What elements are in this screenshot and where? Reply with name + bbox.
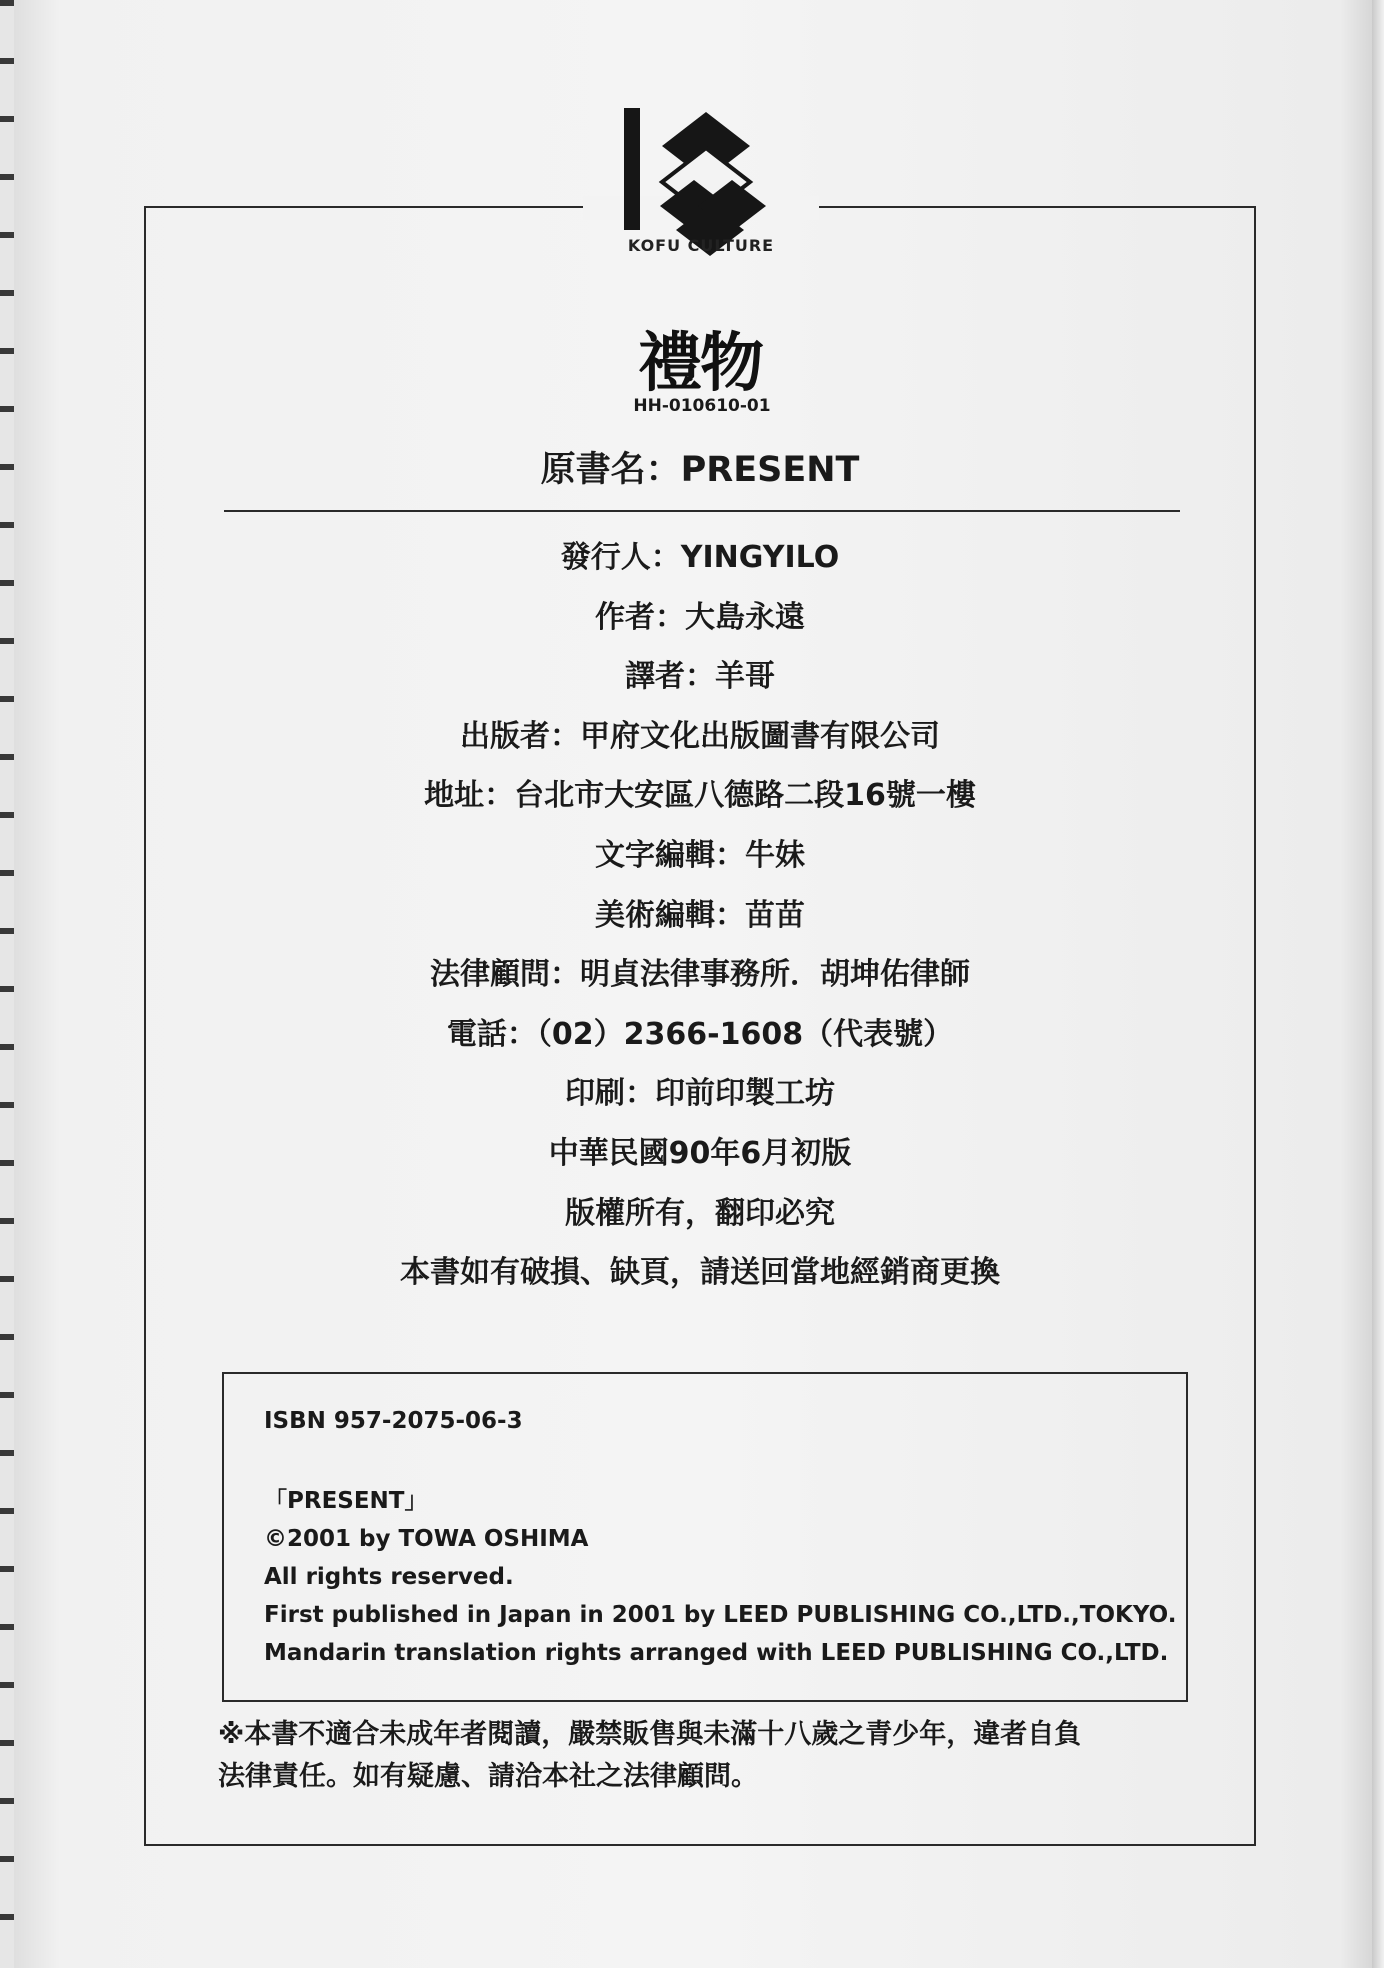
english-copyright	[264, 1482, 1177, 1672]
credit-value: 牛妹	[745, 837, 805, 873]
credit-address	[200, 766, 1200, 826]
page-edge	[1372, 0, 1384, 1968]
credit-label: 法律顧問：	[430, 957, 580, 993]
credit-label: 發行人：	[560, 540, 681, 575]
credit-legal-counsel	[200, 945, 1200, 1005]
credit-copyright	[200, 1184, 1200, 1244]
credit-value: 台北市大安區八德路二段16號一樓	[514, 778, 976, 814]
credit-value: 明貞法律事務所．胡坤佑律師	[580, 957, 970, 993]
credit-value: 本書如有破損、缺頁，請送回當地經銷商更換	[400, 1255, 1000, 1291]
credits-list	[200, 528, 1200, 1303]
binding-edge	[0, 0, 14, 1968]
divider-rule	[224, 510, 1180, 512]
credit-translator	[200, 647, 1200, 707]
credit-art-editor	[200, 886, 1200, 946]
credit-value: 大島永遠	[685, 599, 805, 635]
isbn-number: ISBN 957-2075-06-3	[264, 1408, 523, 1434]
english-line: 「PRESENT」	[264, 1488, 428, 1514]
credit-label: 電話：	[446, 1016, 537, 1052]
credit-label: 作者：	[595, 599, 685, 635]
book-code: HH-010610-01	[633, 396, 771, 416]
credit-publisher	[200, 528, 1200, 588]
credit-value: （02）2366-1608（代表號）	[536, 1016, 954, 1052]
original-title: 原書名：PRESENT	[540, 450, 860, 490]
english-line: First published in Japan in 2001 by LEED PUBLISHING CO.,LTD.,TOKYO.	[264, 1602, 1177, 1628]
english-line: ©2001 by TOWA OSHIMA	[264, 1526, 589, 1552]
credit-value: 版權所有，翻印必究	[565, 1195, 835, 1231]
english-line: All rights reserved.	[264, 1564, 514, 1590]
credit-value: 中華民國90年6月初版	[548, 1135, 852, 1171]
credit-label: 文字編輯：	[595, 837, 745, 873]
credit-publishing-house	[200, 707, 1200, 767]
english-line: Mandarin translation rights arranged with LEED PUBLISHING CO.,LTD.	[264, 1640, 1169, 1666]
credit-value: 羊哥	[715, 659, 775, 695]
credit-value: 甲府文化出版圖書有限公司	[580, 718, 940, 754]
credit-label: 地址：	[424, 778, 515, 814]
credit-value: 印前印製工坊	[655, 1076, 835, 1112]
credit-label: 出版者：	[460, 718, 580, 754]
credit-edition	[200, 1124, 1200, 1184]
notice-line: ※本書不適合未成年者閱讀，嚴禁販售與未滿十八歲之青少年，違者自負	[218, 1719, 1082, 1750]
credit-phone	[200, 1005, 1200, 1065]
credit-printing	[200, 1064, 1200, 1124]
credit-label: 印刷：	[565, 1076, 655, 1112]
credit-damage-notice	[200, 1243, 1200, 1303]
credit-label: 譯者：	[625, 659, 715, 695]
credit-value: YINGYILO	[680, 540, 840, 575]
age-restriction-notice	[218, 1714, 1208, 1798]
notice-line: 法律責任。如有疑慮、請洽本社之法律顧問。	[218, 1761, 758, 1792]
credit-value: 苗苗	[745, 897, 805, 933]
credit-author	[200, 588, 1200, 648]
book-title: 禮物	[638, 326, 762, 401]
credit-label: 美術編輯：	[595, 897, 745, 933]
credit-text-editor	[200, 826, 1200, 886]
logo-text: KOFU CULTURE	[627, 236, 775, 255]
